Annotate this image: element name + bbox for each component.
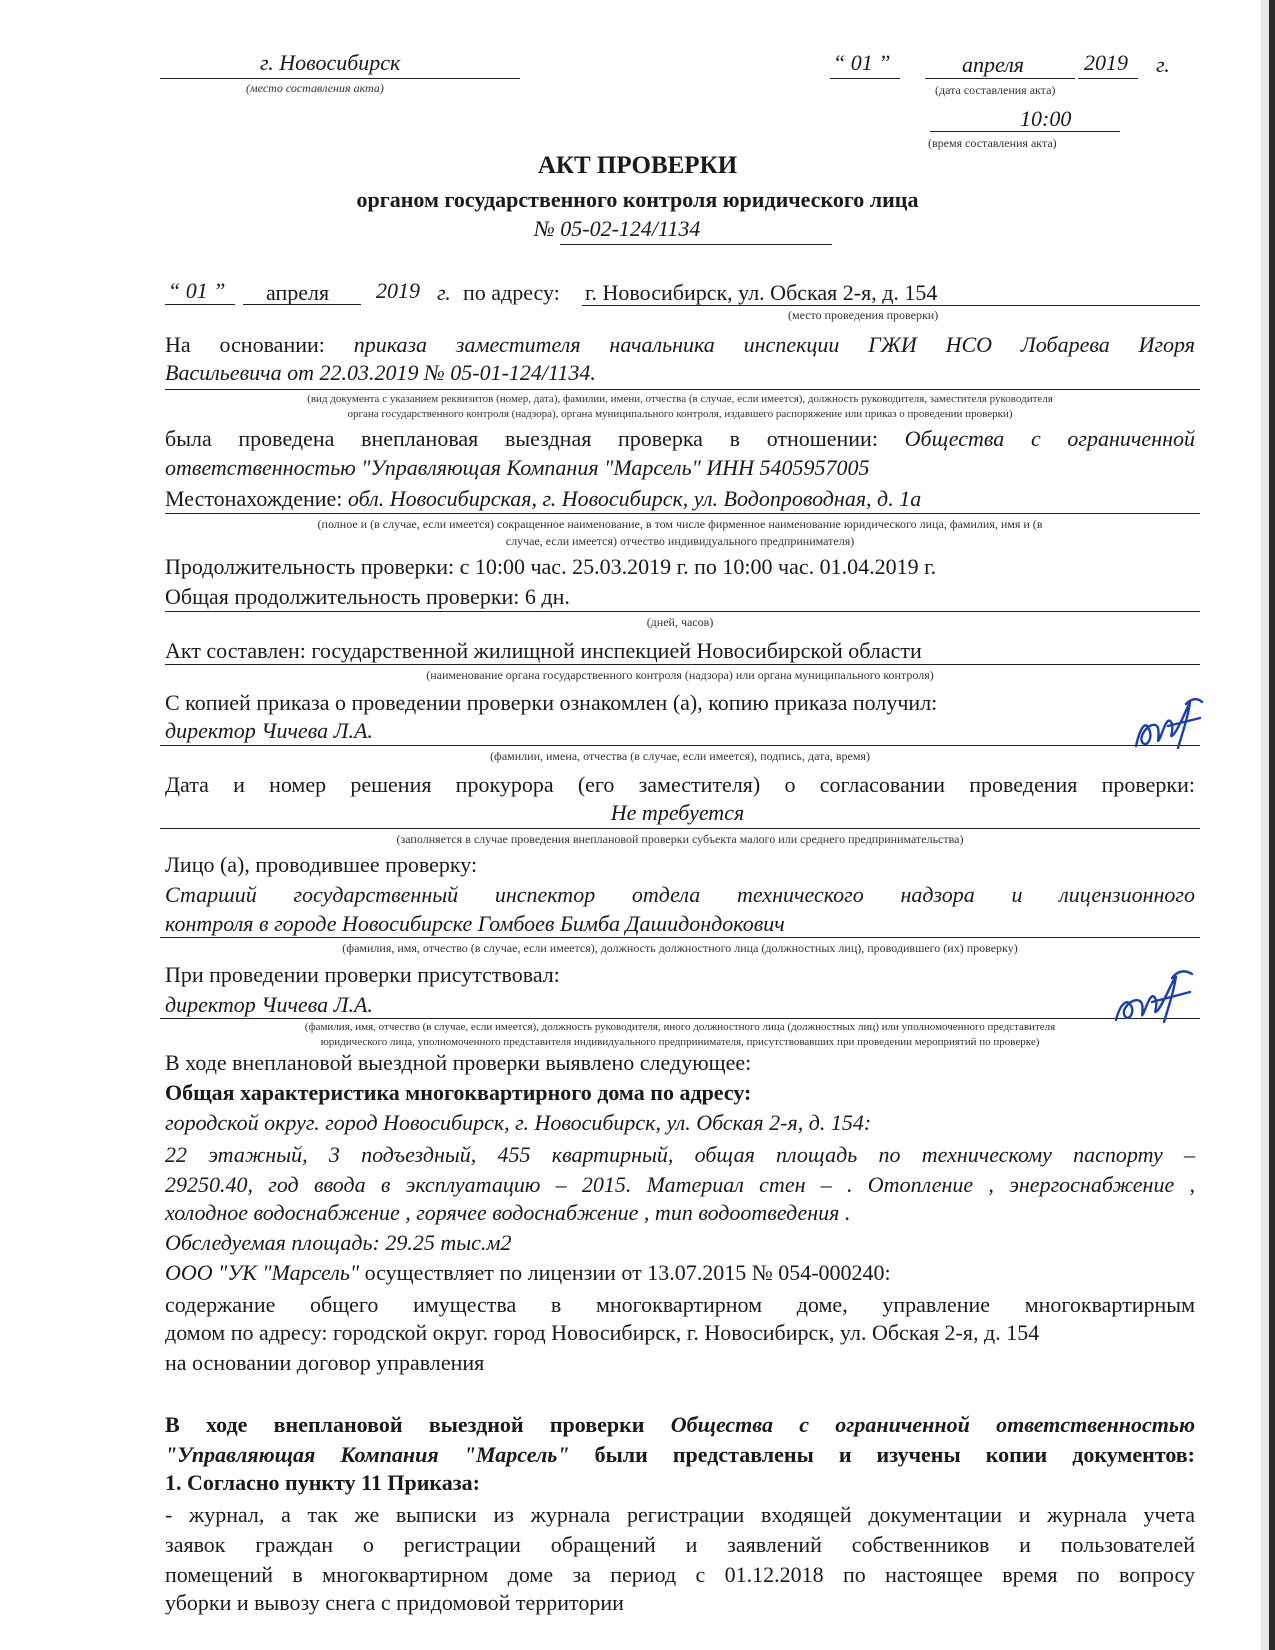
check-year-suffix: г.	[437, 280, 451, 305]
basis-underline	[165, 389, 1200, 390]
place-caption: (место составления акта)	[246, 81, 384, 95]
duration-line-2: Общая продолжительность проверки: 6 дн.	[165, 584, 570, 609]
document-number: № 05-02-124/1134	[534, 216, 701, 241]
time: 10:00	[1020, 106, 1072, 131]
issuer-underline	[165, 664, 1200, 665]
date-day-underline	[830, 78, 900, 79]
findings-scope-1: содержание общего имущества в многоквартирном доме, управление многоквартирным	[165, 1292, 1195, 1317]
document-subtitle: органом государственного контроля юридического лица	[356, 187, 919, 212]
documents-intro: В ходе внеплановой выездной проверки	[165, 1412, 645, 1437]
inspector-line-2: контроля в городе Новосибирске Гомбоев Бимба Дашидондокович	[165, 911, 785, 936]
check-day: “ 01 ”	[168, 278, 226, 303]
present-caption	[160, 1020, 1200, 1050]
license-company: ООО "УК "Марсель"	[165, 1260, 360, 1285]
date-month-underline	[925, 78, 1075, 79]
acquainted-underline	[160, 745, 1200, 746]
duration-line-1: Продолжительность проверки: с 10:00 час. 25.03.2019 г. по 10:00 час. 01.04.2019 г.	[165, 554, 937, 579]
check-address-caption: (место проведения проверки)	[788, 308, 939, 322]
check-address-prefix: по адресу:	[463, 280, 560, 305]
documents-company-start: Общества с ограниченной ответственностью	[670, 1412, 1196, 1437]
place: г. Новосибирск	[260, 50, 401, 75]
documents-item-line-4: уборки и вывозу снега с придомовой территории	[165, 1590, 624, 1615]
findings-heading: Общая характеристика многоквартирного дома по адресу:	[165, 1080, 752, 1105]
documents-item-line-1: - журнал, а так же выписки из журнала регистрации входящей документации и журнала учета	[165, 1502, 1195, 1527]
findings-license	[165, 1260, 891, 1286]
basis-caption-1: (вид документа с указанием реквизитов (номер, дата), фамилии, имени, отчества (в случае, если имеется), должность руководителя, заместителя руководителя	[307, 393, 1053, 405]
signature-1	[1128, 688, 1208, 758]
findings-address: городской округ. город Новосибирск, г. Новосибирск, ул. Обская 2-я, д. 154:	[165, 1110, 872, 1135]
basis-caption-2: органа государственного контроля (надзора), органа муниципального контроля, издавшего распоряжение или приказ о проведении проверки)	[347, 408, 1013, 420]
inspector-underline	[160, 937, 1200, 938]
inspector-line-1: Старший государственный инспектор отдела технического надзора и лицензионного	[165, 882, 1195, 907]
inspector-label: Лицо (а), проводившее проверку:	[165, 852, 478, 877]
subject-line-2: ответственностью "Управляющая Компания "Марсель" ИНН 5405957005	[165, 455, 870, 480]
documents-item-heading: 1. Согласно пункту 11 Приказа:	[165, 1470, 480, 1495]
date-year-underline	[1078, 78, 1138, 79]
date-month: апреля	[962, 52, 1025, 77]
location-text: обл. Новосибирская, г. Новосибирск, ул. Водопроводная, д. 1а	[347, 486, 922, 511]
basis-label: На основании:	[165, 332, 325, 357]
prosecutor-decision: Не требуется	[610, 800, 745, 825]
basis-line-1	[165, 330, 1195, 360]
subject-caption	[160, 516, 1200, 550]
subject-location	[165, 486, 921, 512]
findings-scope-3: на основании договор управления	[165, 1350, 485, 1375]
signature-2	[1110, 962, 1200, 1032]
documents-item-line-3: помещений в многоквартирном доме за период с 01.12.2018 по настоящее время по вопросу	[165, 1562, 1195, 1587]
check-address-underline	[582, 305, 1200, 306]
subject-line-1	[165, 424, 1195, 454]
present-caption-2: юридического лица, уполномоченного представителя индивидуального предпринимателя, присутствовавших при проведении мероприятий по проверке)	[320, 1036, 1040, 1048]
subject-name-start: Общества с ограниченной	[904, 426, 1196, 451]
basis-caption	[160, 392, 1200, 422]
check-day-underline	[165, 304, 235, 305]
check-month-underline	[243, 304, 361, 305]
present-label: При проведении проверки присутствовал:	[165, 962, 560, 987]
subject-label: была проведена внеплановая выездная проверка в отношении:	[165, 426, 878, 451]
acquainted-line-1: С копией приказа о проведении проверки ознакомлен (а), копию приказа получил:	[165, 690, 938, 715]
basis-line-2: Васильевича от 22.03.2019 № 05-01-124/1134.	[165, 360, 596, 385]
acquainted-caption: (фамилии, имена, отчества (в случае, если имеется), подпись, дата, время)	[490, 749, 870, 763]
subject-caption-2: случае, если имеется) отчество индивидуального предпринимателя)	[505, 534, 855, 548]
date-year: 2019	[1084, 50, 1128, 75]
number-underline	[560, 244, 832, 245]
acquainted-person: директор Чичева Л.А.	[165, 718, 373, 743]
documents-company-end: "Управляющая Компания "Марсель"	[165, 1442, 570, 1467]
duration-underline	[165, 611, 1200, 612]
present-caption-1: (фамилия, имя, отчество (в случае, если имеется), должность руководителя, иного должностного лица (должностных лиц) или уполномоченного представителя	[304, 1021, 1056, 1033]
documents-line-1	[165, 1410, 1195, 1440]
inspector-caption: (фамилия, имя, отчество (в случае, если имеется), должность должностного лица (должностных лиц), проводившего (их) проверку)	[342, 941, 1018, 955]
location-label: Местонахождение:	[165, 486, 343, 511]
documents-item-line-2: заявок граждан о регистрации обращений и заявлений собственников и пользователей	[165, 1532, 1195, 1557]
documents-line-2	[165, 1440, 1195, 1470]
present-person: директор Чичева Л.А.	[165, 992, 373, 1017]
findings-scope-2: домом по адресу: городской округ. город Новосибирск, г. Новосибирск, ул. Обская 2-я, д. 154	[165, 1320, 1040, 1345]
findings-desc-2: 29250.40, год ввода в эксплуатацию – 2015. Материал стен – . Отопление , энергоснабжение ,	[165, 1172, 1195, 1197]
document-title: АКТ ПРОВЕРКИ	[537, 152, 738, 179]
findings-area: Обследуемая площадь: 29.25 тыс.м2	[165, 1230, 512, 1255]
findings-intro: В ходе внеплановой выездной проверки выявлено следующее:	[165, 1050, 752, 1075]
documents-outro: были представлены и изучены копии документов:	[594, 1442, 1195, 1467]
findings-desc-1: 22 этажный, 3 подъездный, 455 квартирный, общая площадь по техническому паспорту –	[165, 1142, 1195, 1167]
time-caption: (время составления акта)	[928, 136, 1057, 150]
date-caption: (дата составления акта)	[935, 83, 1056, 97]
date-year-suffix: г.	[1156, 52, 1170, 77]
license-text: осуществляет по лицензии от 13.07.2015 № 054-000240:	[364, 1260, 891, 1285]
findings-desc-3: холодное водоснабжение , горячее водоснабжение , тип водоотведения .	[165, 1200, 851, 1225]
check-address: г. Новосибирск, ул. Обская 2-я, д. 154	[585, 280, 938, 305]
subject-underline	[165, 513, 1200, 514]
check-month: апреля	[266, 280, 330, 305]
issuer-line: Акт составлен: государственной жилищной инспекцией Новосибирской области	[165, 638, 922, 663]
subject-caption-1: (полное и (в случае, если имеется) сокращенное наименование, в том числе фирменное наименование юридического лица, фамилия, имя и (в	[317, 517, 1043, 531]
present-underline	[160, 1018, 1200, 1019]
prosecutor-line-1: Дата и номер решения прокурора (его заместителя) о согласовании проведения проверки:	[165, 772, 1195, 797]
time-underline	[930, 131, 1120, 132]
prosecutor-underline	[160, 828, 1200, 829]
duration-caption: (дней, часов)	[646, 615, 714, 629]
place-underline	[160, 78, 520, 79]
date-day: “ 01 ”	[833, 50, 891, 75]
basis-order: приказа заместителя начальника инспекции ГЖИ НСО Лобарева Игоря	[353, 332, 1195, 357]
issuer-caption: (наименование органа государственного контроля (надзора) или органа муниципального контроля)	[426, 668, 934, 682]
check-year: 2019	[376, 278, 420, 303]
prosecutor-caption: (заполняется в случае проведения внеплановой проверки субъекта малого или среднего предпринимательства)	[396, 832, 964, 846]
